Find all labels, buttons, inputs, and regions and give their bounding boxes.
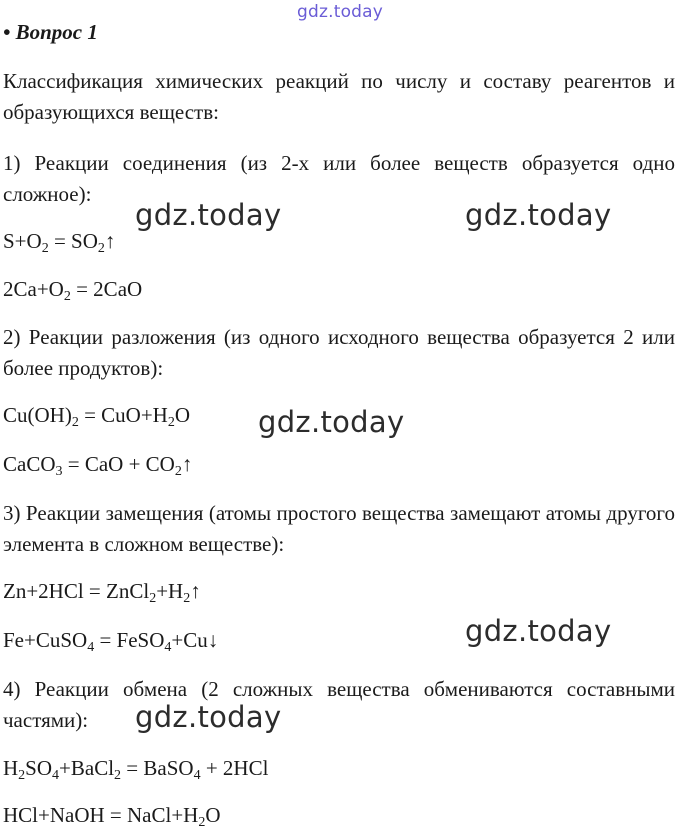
equation-ca-o2: $2Ca+O_2 = 2CaO$ [3, 277, 143, 304]
watermark-top: gdz.today [297, 2, 384, 22]
equation-hcl-naoh: HCl+NaOH = $NaCl+H_2O$ [3, 803, 221, 830]
watermark-2: gdz.today [465, 198, 612, 232]
watermark-4: gdz.today [465, 614, 612, 648]
equation-cu-oh2: $Cu(OH)_2 = CuO+H_2O$ [3, 403, 191, 430]
section-3-title: 3) Реакции замещения (атомы простого вещества замещают атомы другого элемента в сложном веществе): [3, 501, 675, 556]
equation-caco3: CaCO$_3$ = CaO + $CO_2↑$ [3, 452, 193, 479]
watermark-5: gdz.today [135, 700, 282, 734]
section-4-title: 4) Реакции обмена (2 сложных вещества обмениваются составными частями): [3, 677, 675, 732]
section-1-title: 1) Реакции соединения (из 2-х или более веществ образуется одно сложное): [3, 151, 675, 206]
equation-fe-cuso4: Fe+CuSO$_4$ = FeSO$_4$+Cu↓ [3, 628, 219, 655]
equation-zn-hcl: $Zn+2HCl = ZnCl_2+H_2↑$ [3, 579, 201, 606]
intro-paragraph: Классификация химических реакций по числу и составу реагентов и образующихся веществ: [3, 69, 675, 124]
equation-s-o2: $S+O_2$ = $SO_2↑$ [3, 229, 116, 256]
equation-h2so4-bacl2: $H_2SO_4+BaCl_2$ = BaSO$_4$ + 2HCl [3, 756, 269, 783]
section-2-title: 2) Реакции разложения (из одного исходного вещества образуется 2 или более продуктов): [3, 325, 675, 380]
watermark-3: gdz.today [258, 405, 405, 439]
question-heading: • Вопрос 1 [3, 20, 98, 44]
watermark-1: gdz.today [135, 198, 282, 232]
